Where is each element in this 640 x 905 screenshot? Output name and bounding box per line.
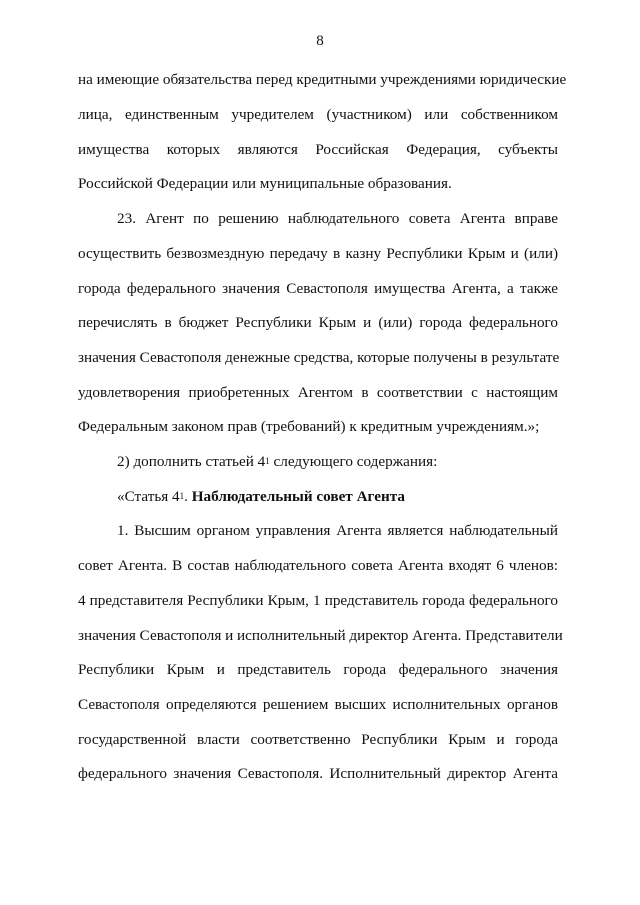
page-number: 8 [316,33,324,49]
text-line: удовлетворения приобретенных Агентом в соответствии с настоящим [78,384,558,401]
text-line: 4 представителя Республики Крым, 1 представитель города федерального [78,592,558,609]
text-line: на имеющие обязательства перед кредитными учреждениями юридические [78,71,567,88]
text-line: лица, единственным учредителем (участником) или собственником [78,106,558,123]
text-line: города федерального значения Севастополя имущества Агента, а также [78,280,558,297]
item-2-line: 2) дополнить статьей $4^1$ следующего содержания: [117,453,438,470]
text-line: имущества которых являются Российская Федерация, субъекты [78,141,558,158]
article-title: Наблюдательный совет Агента [191,488,405,505]
text-line: осуществить безвозмездную передачу в казну Республики Крым и (или) [78,245,558,262]
text-line: федерального значения Севастополя. Исполнительный директор Агента [78,765,558,782]
clause-1-first-line: 1. Высшим органом управления Агента является наблюдательный [117,522,558,539]
text-line: значения Севастополя и исполнительный директор Агента. Представители [78,627,563,644]
article-heading: «Статья $4^1$. Наблюдательный совет Агента [117,488,405,505]
text-line: Федеральным законом прав (требований) к кредитным учреждениям.»; [78,418,540,435]
paragraph-23-first-line: 23. Агент по решению наблюдательного совета Агента вправе [117,210,558,227]
text-line: совет Агента. В состав наблюдательного совета Агента входят 6 членов: [78,557,558,574]
text-line: Республики Крым и представитель города федерального значения [78,661,558,678]
text-line: Российской Федерации или муниципальные образования. [78,175,452,192]
text-line: государственной власти соответственно Республики Крым и города [78,731,558,748]
text-line: перечислять в бюджет Республики Крым и (или) города федерального [78,314,558,331]
text-line: Севастополя определяются решением высших исполнительных органов [78,696,558,713]
text-line: значения Севастополя денежные средства, которые получены в результате [78,349,560,366]
